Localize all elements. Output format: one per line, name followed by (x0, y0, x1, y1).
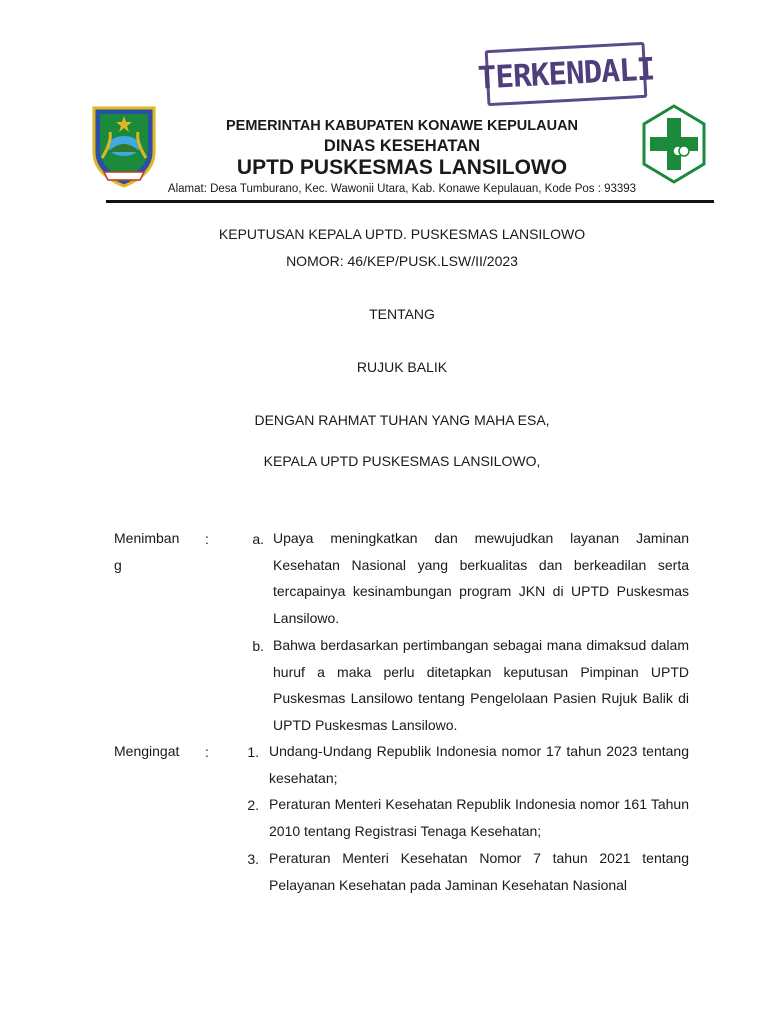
mengingat-item-2-marker: 2. (247, 797, 259, 813)
mengingat-item-1: Undang-Undang Republik Indonesia nomor 17 tahun 2023 tentang kesehatan; (269, 743, 689, 786)
mengingat-item-3: Peraturan Menteri Kesehatan Nomor 7 tahun 2021 tentang Pelayanan Kesehatan pada Jaminan Kesehatan Nasional (269, 850, 689, 893)
menimbang-label-line1: Menimban (114, 530, 180, 546)
menimbang-label-line2: g (114, 556, 122, 573)
mengingat-item-3-marker: 3. (247, 851, 259, 867)
menimbang-colon: : (205, 531, 209, 547)
menimbang-item-b: Bahwa berdasarkan pertimbangan sebagai mana dimaksud dalam huruf a maka perlu ditetapkan keputusan Pimpinan UPTD Puskesmas Lansilowo tentang Pengelolaan Pasien Rujuk Balik di UPTD Puskesmas Lansilowo. (273, 637, 689, 734)
letterhead-divider (106, 200, 714, 203)
menimbang-item-b-marker: b. (252, 638, 264, 654)
decree-subject: RUJUK BALIK (356, 359, 448, 375)
puskesmas-heading: UPTD PUSKESMAS LANSILOWO (236, 156, 568, 179)
government-heading: PEMERINTAH KABUPATEN KONAWE KEPULAUAN (225, 118, 579, 134)
mengingat-colon: : (205, 744, 209, 760)
decree-number: NOMOR: 46/KEP/PUSK.LSW/II/2023 (286, 253, 518, 269)
mengingat-item-1-marker: 1. (247, 744, 259, 760)
decree-title: KEPUTUSAN KEPALA UPTD. PUSKESMAS LANSILOWO (218, 226, 586, 242)
terkendali-stamp: TERKENDALI (485, 42, 648, 106)
menimbang-item-a-marker: a. (252, 531, 264, 547)
tentang-label: TENTANG (369, 306, 435, 322)
menimbang-label (114, 525, 179, 578)
address-line: Alamat: Desa Tumburano, Kec. Wawonii Utara, Kab. Konawe Kepulauan, Kode Pos : 93393 (167, 183, 637, 195)
dengan-rahmat-line: DENGAN RAHMAT TUHAN YANG MAHA ESA, (254, 412, 550, 428)
mengingat-item-2: Peraturan Menteri Kesehatan Republik Indonesia nomor 161 Tahun 2010 tentang Registrasi Tenaga Kesehatan; (269, 796, 689, 839)
department-heading: DINAS KESEHATAN (323, 137, 481, 155)
mengingat-label: Mengingat (114, 743, 180, 759)
menimbang-item-a: Upaya meningkatkan dan mewujudkan layanan Jaminan Kesehatan Nasional yang berkualitas dan berkeadilan serta tercapainya kesinambungan program JKN di UPTD Puskesmas Lansilowo. (273, 530, 689, 627)
kepala-line: KEPALA UPTD PUSKESMAS LANSILOWO, (263, 453, 541, 469)
